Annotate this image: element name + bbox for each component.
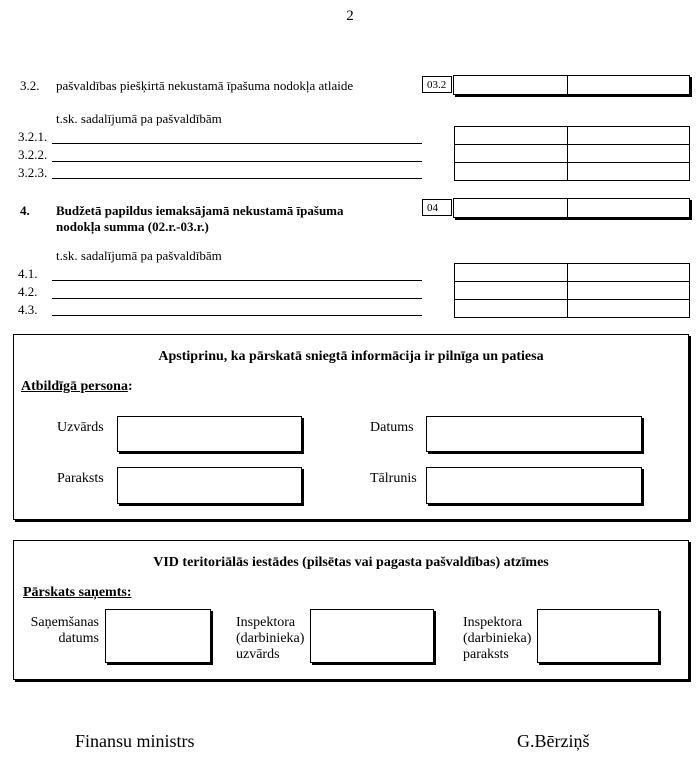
row-3-2-2-number: 3.2.2.	[18, 147, 48, 162]
phone-field[interactable]	[426, 467, 642, 504]
receipt-date-label-line2: datums	[58, 631, 99, 646]
phone-label: Tālrunis	[370, 471, 417, 486]
row-3-2-value-cell-1[interactable]	[453, 75, 568, 95]
row-4-2-line[interactable]	[52, 298, 422, 299]
row-4-value-cell-1[interactable]	[453, 198, 568, 218]
row-4-label-line1: Budžetā papildus iemaksājamā nekustamā īpašuma	[56, 203, 344, 218]
row-3-2-1-line[interactable]	[52, 143, 422, 144]
responsible-person-colon: :	[127, 379, 133, 394]
row-3-2-number: 3.2.	[20, 78, 40, 93]
row-4-3-line[interactable]	[52, 315, 422, 316]
minister-name: G.Bērziņš	[517, 731, 590, 751]
row-4-2-number: 4.2.	[18, 284, 38, 299]
row-3-2-label: pašvaldības piešķirtā nekustamā īpašuma nodokļa atlaide	[56, 78, 354, 93]
row-4-1-number: 4.1.	[18, 266, 38, 281]
row-4-1-line[interactable]	[52, 280, 422, 281]
page-number: 2	[346, 8, 354, 24]
row-3-2-1-number: 3.2.1.	[18, 129, 48, 144]
code-03-2: 03.2	[422, 76, 452, 93]
row-3-2-value-cell-2[interactable]	[567, 75, 690, 95]
signature-field[interactable]	[117, 467, 302, 504]
vid-panel	[13, 540, 689, 680]
signature-label: Paraksts	[57, 471, 104, 486]
responsible-person-heading	[21, 379, 133, 394]
vid-title: VID teritoriālās iestādes (pilsētas vai pagasta pašvaldības) atzīmes	[153, 555, 549, 570]
row-4-number: 4.	[20, 203, 30, 218]
date-field[interactable]	[426, 416, 642, 452]
row-3-2-3-cell-1[interactable]	[454, 162, 568, 181]
breakdown-3-heading: t.sk. sadalījumā pa pašvaldībām	[56, 111, 222, 126]
inspector-sign-label-line2: (darbinieka)	[463, 631, 532, 646]
breakdown-4-heading: t.sk. sadalījumā pa pašvaldībām	[56, 248, 222, 263]
row-4-1-cell-2[interactable]	[567, 263, 690, 282]
inspector-name-label-line2: (darbinieka)	[236, 631, 305, 646]
inspector-name-label-line3: uzvārds	[236, 647, 280, 662]
report-received-heading	[23, 585, 132, 600]
row-3-2-2-cell-2[interactable]	[567, 144, 690, 163]
row-4-value-cell-2[interactable]	[567, 198, 690, 218]
row-3-2-3-number: 3.2.3.	[18, 165, 48, 180]
row-4-label-line2: nodokļa summa (02.r.-03.r.)	[56, 219, 209, 234]
row-4-3-cell-2[interactable]	[567, 299, 690, 318]
row-3-2-1-cell-2[interactable]	[567, 126, 690, 145]
row-3-2-3-line[interactable]	[52, 178, 422, 179]
inspector-sign-label-line1: Inspektora	[463, 615, 523, 630]
row-4-3-number: 4.3.	[18, 302, 38, 317]
inspector-name-field[interactable]	[310, 609, 434, 663]
inspector-name-label-line1: Inspektora	[236, 615, 296, 630]
receipt-date-label-line1: Saņemšanas	[30, 615, 99, 630]
inspector-sign-label-line3: paraksts	[463, 647, 509, 662]
surname-label: Uzvārds	[57, 420, 104, 435]
row-4-2-cell-2[interactable]	[567, 281, 690, 300]
inspector-sign-field[interactable]	[537, 609, 659, 663]
row-3-2-2-line[interactable]	[52, 161, 422, 162]
confirmation-panel	[13, 334, 689, 520]
row-3-2-2-cell-1[interactable]	[454, 144, 568, 163]
row-3-2-3-cell-2[interactable]	[567, 162, 690, 181]
row-4-2-cell-1[interactable]	[454, 281, 568, 300]
row-3-2-1-cell-1[interactable]	[454, 126, 568, 145]
row-4-1-cell-1[interactable]	[454, 263, 568, 282]
report-received-label: Pārskats saņemts:	[23, 585, 132, 600]
receipt-date-field[interactable]	[105, 609, 211, 663]
confirmation-title: Apstiprinu, ka pārskatā sniegtā informācija ir pilnīga un patiesa	[158, 349, 544, 364]
row-4-3-cell-1[interactable]	[454, 299, 568, 318]
surname-field[interactable]	[117, 416, 302, 452]
code-04: 04	[422, 199, 452, 216]
minister-title: Finansu ministrs	[75, 731, 195, 751]
responsible-person-label: Atbildīgā persona	[21, 379, 128, 394]
date-label: Datums	[370, 420, 414, 435]
